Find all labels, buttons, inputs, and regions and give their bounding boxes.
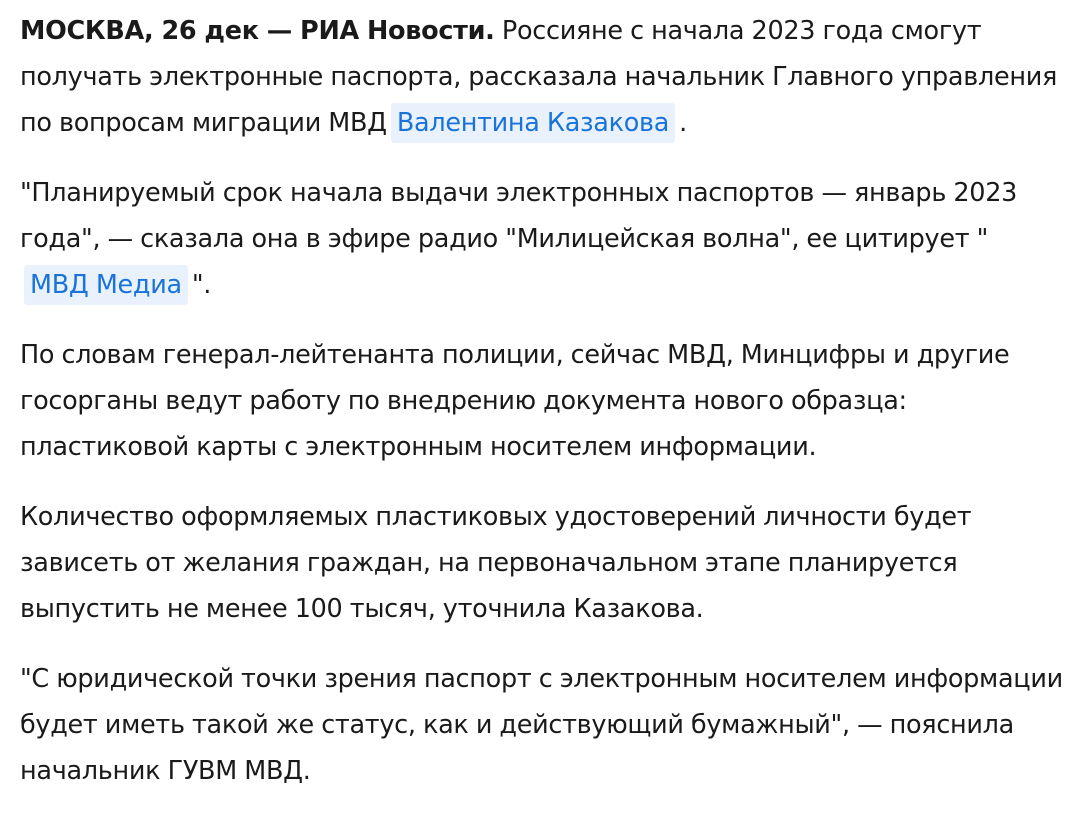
- paragraph-2-text: "Планируемый срок начала выдачи электронных паспортов — январь 2023 года", — сказала она в эфире радио "Милицейская волна", ее цитирует ": [20, 178, 1018, 254]
- paragraph-4-text: Количество оформляемых пластиковых удостоверений личности будет зависеть от желания граждан, на первоначальном этапе планируется выпустить не менее 100 тысяч, уточнила Казакова.: [20, 502, 972, 624]
- paragraph-2: [20, 170, 1070, 308]
- paragraph-1: [20, 8, 1070, 146]
- paragraph-3-text: По словам генерал-лейтенанта полиции, сейчас МВД, Минцифры и другие госорганы ведут работу по внедрению документа нового образца: пластиковой карты с электронным носителем информации.: [20, 340, 1010, 462]
- paragraph-2-end: ".: [191, 270, 212, 300]
- dateline: МОСКВА, 26 дек — РИА Новости.: [20, 16, 495, 46]
- paragraph-1-end: .: [679, 108, 687, 138]
- paragraph-5-text: "С юридической точки зрения паспорт с электронным носителем информации будет иметь такой же статус, как и действующий бумажный", — пояснила начальник ГУВМ МВД.: [20, 664, 1063, 786]
- article-body: [20, 8, 1070, 818]
- link-valentina-kazakova[interactable]: Валентина Казакова: [391, 103, 675, 143]
- link-mvd-media[interactable]: МВД Медиа: [24, 265, 188, 305]
- paragraph-3: [20, 332, 1070, 470]
- paragraph-1-text: Россияне с начала 2023 года смогут получать электронные паспорта, рассказала начальник Главного управления по вопросам миграции МВД: [20, 16, 1058, 138]
- paragraph-5: [20, 656, 1070, 794]
- paragraph-4: [20, 494, 1070, 632]
